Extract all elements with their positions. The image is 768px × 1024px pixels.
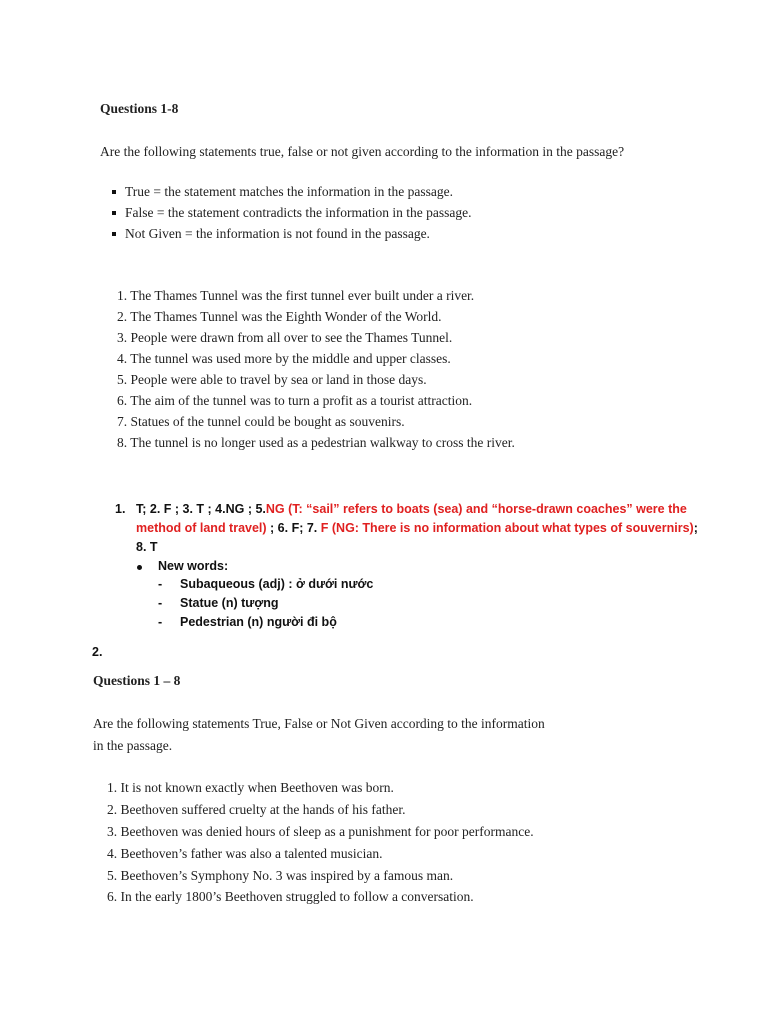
- section2-number: 2.: [92, 645, 103, 659]
- answer-line-1: [136, 502, 687, 516]
- list-item: 2. Beethoven suffered cruelty at the hands of his father.: [107, 802, 406, 817]
- list-item: 8. The tunnel is no longer used as a pedestrian walkway to cross the river.: [117, 435, 515, 450]
- answer-line-2: [136, 521, 698, 535]
- section1-instruction: Are the following statements true, false or not given according to the information in the passage?: [100, 144, 625, 159]
- answer-number: 1.: [115, 502, 126, 516]
- section2-heading: Questions 1 – 8: [93, 673, 181, 688]
- bullet-text: False = the statement contradicts the information in the passage.: [125, 205, 472, 220]
- vocab-text: Pedestrian (n) người đi bộ: [180, 615, 337, 629]
- bullet-text: True = the statement matches the information in the passage.: [125, 184, 454, 199]
- vocab-text: Subaqueous (adj) : ở dưới nước: [180, 577, 374, 591]
- answer-explanation: NG (T: “sail” refers to boats (sea) and “horse-drawn coaches” were the: [265, 502, 687, 516]
- list-item: 1. It is not known exactly when Beethoven was born.: [107, 780, 394, 795]
- square-bullet-icon: [112, 211, 116, 215]
- dash-marker: -: [158, 615, 163, 629]
- list-item: 5. Beethoven’s Symphony No. 3 was inspired by a famous man.: [107, 868, 454, 883]
- answer-explanation: method of land travel): [136, 521, 267, 535]
- section2-instruction-line2: in the passage.: [93, 738, 173, 753]
- list-item: 6. The aim of the tunnel was to turn a profit as a tourist attraction.: [117, 393, 473, 408]
- new-words-label: New words:: [158, 559, 229, 573]
- bullet-text: Not Given = the information is not found in the passage.: [125, 226, 430, 241]
- list-item: 2. The Thames Tunnel was the Eighth Wonder of the World.: [117, 309, 442, 324]
- vocab-text: Statue (n) tượng: [180, 596, 279, 610]
- answer-text: ; 6. F; 7.: [266, 521, 321, 535]
- list-item: 1. The Thames Tunnel was the first tunnel ever built under a river.: [117, 288, 475, 303]
- list-item: 7. Statues of the tunnel could be bought as souvenirs.: [117, 414, 405, 429]
- list-item: 3. People were drawn from all over to see the Thames Tunnel.: [117, 330, 453, 345]
- list-item: 4. Beethoven’s father was also a talented musician.: [107, 846, 383, 861]
- dash-marker: -: [158, 577, 163, 591]
- round-bullet-icon: [137, 565, 142, 570]
- list-item: 5. People were able to travel by sea or land in those days.: [117, 372, 427, 387]
- list-item: 3. Beethoven was denied hours of sleep as a punishment for poor performance.: [107, 824, 534, 839]
- answer-line-3: 8. T: [136, 540, 158, 554]
- answer-explanation: F (NG: There is no information about what types of souvernirs): [320, 521, 694, 535]
- section1-heading: Questions 1-8: [100, 101, 179, 116]
- square-bullet-icon: [112, 232, 116, 236]
- square-bullet-icon: [112, 190, 116, 194]
- answer-text: T; 2. F ; 3. T ; 4.NG ; 5.: [136, 502, 266, 516]
- list-item: 4. The tunnel was used more by the middle and upper classes.: [117, 351, 451, 366]
- dash-marker: -: [158, 596, 163, 610]
- section2-instruction-line1: Are the following statements True, False or Not Given according to the information: [93, 716, 545, 731]
- answer-text: ;: [693, 521, 698, 535]
- list-item: 6. In the early 1800’s Beethoven struggled to follow a conversation.: [107, 889, 474, 904]
